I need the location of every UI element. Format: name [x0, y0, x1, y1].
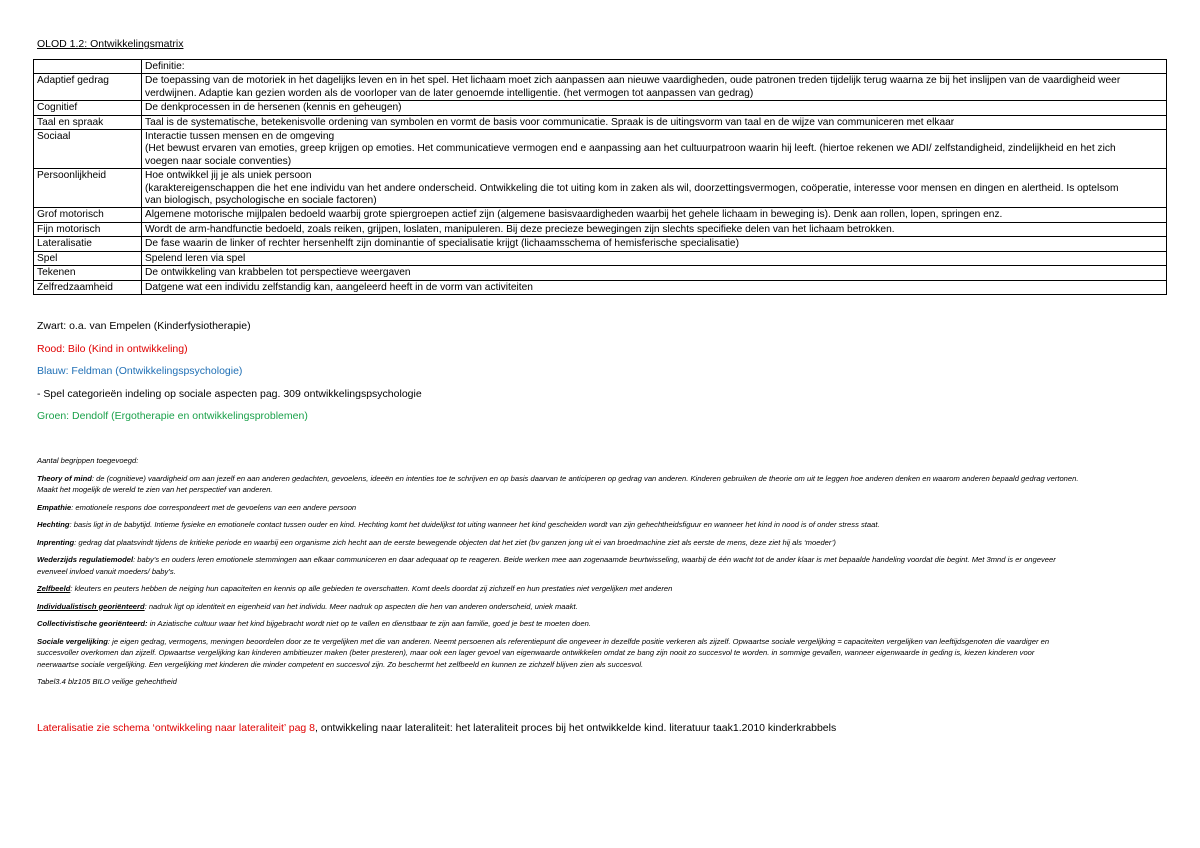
table-row — [34, 74, 1167, 101]
definition-cell — [142, 130, 1167, 169]
definition-cell — [142, 280, 1167, 294]
term-label: Wederzijds regulatiemodel — [37, 555, 134, 564]
term-text: : je eigen gedrag, vermogens, meningen beoordelen door ze te vergelijken met die van anderen. Neemt persoenen als referentiepunt die ongeveer in dezelfde positie verkeren als zijzelf. Opwaartse sociale vergelijking = capaciteiten vergelijken van leeftijdsgenoten die vaardiger en — [107, 636, 1050, 646]
table-row — [34, 251, 1167, 265]
header-definition-cell: Definitie: — [142, 60, 1167, 74]
term-cell: Cognitief — [34, 101, 142, 115]
definition-cell — [142, 237, 1167, 251]
term-cell: Lateralisatie — [34, 237, 142, 251]
legend-blue: Blauw: Feldman (Ontwikkelingspsychologie) — [37, 365, 243, 377]
term-text: : nadruk ligt op identiteit en eigenheid van het individu. Meer nadruk op aspecten die hen van anderen onderscheid, uniek maakt. — [144, 601, 578, 611]
definition-line: Spelend leren via spel — [145, 252, 246, 264]
term-text: Maakt het mogelijk de wereld te zien van het perspectief van anderen. — [37, 485, 273, 494]
definition-line: De ontwikkeling van krabbelen tot perspectieve weergaven — [145, 267, 411, 279]
definition-line: (Het bewust ervaren van emoties, greep krijgen op emoties. Het communicatieve vermogen end e aanpassing aan het cultuurpatroon waarin hij leeft. (hiertoe rekenen we ADI/ zelfstandigheid, zindelijkheid en het zich — [145, 143, 1116, 155]
term-cell: Taal en spraak — [34, 115, 142, 129]
term-label: Inprenting — [37, 537, 75, 547]
glossary-intro: Aantal begrippen toegevoegd: — [37, 456, 139, 465]
definition-line: (karaktereigenschappen die het ene individu van het andere onderscheid. Ontwikkeling die tot uiting kom in zaken als wil, doorzettingsvermogen, coöperatie, interesse voor mensen en dingen en alertheid. Is optelsom — [145, 182, 1119, 194]
term-text: : gedrag dat plaatsvindt tijdens de kritieke periode en waarbij een organisme zich hecht aan de eerste bewegende objecten dat het ziet (bv ganzen jong uit ei van broedmachine ziet als eerste de mens, deze ziet hij als ‘moeder’) — [74, 537, 836, 547]
definition-line: Datgene wat een individu zelfstandig kan, aangeleerd heeft in de vorm van activiteiten — [145, 281, 533, 293]
glossary-collectivistisch — [37, 618, 1165, 630]
term-label: Hechting — [37, 520, 70, 529]
definition-cell — [142, 251, 1167, 265]
definition-line: Hoe ontwikkel jij je als uniek persoon — [145, 170, 312, 182]
term-cell: Grof motorisch — [34, 208, 142, 222]
legend-green: Groen: Dendolf (Ergotherapie en ontwikkelingsproblemen) — [37, 410, 308, 422]
table-row — [34, 130, 1167, 169]
term-cell: Tekenen — [34, 266, 142, 280]
term-text: : kleuters en peuters hebben de neiging hun capaciteiten en kennis op alle gebieden te overschatten. Komt deels doordat zij zichzelf en hun prestaties niet vergelijken met anderen — [70, 584, 673, 593]
table-row — [34, 169, 1167, 208]
footer-line — [37, 722, 836, 734]
term-cell: Spel — [34, 251, 142, 265]
glossary-wederzijds — [37, 554, 1165, 577]
term-label: Collectivistische georiënteerd: — [37, 619, 148, 628]
definition-cell — [142, 266, 1167, 280]
footer-red-part: Lateralisatie zie schema ‘ontwikkeling naar lateraliteit’ pag 8 — [37, 722, 316, 734]
footer-black-part: , ontwikkeling naar lateraliteit: het lateraliteit proces bij het ontwikkelde kind. literatuur taak1.2010 kinderkrabbels — [315, 722, 837, 734]
matrix-body — [34, 60, 1167, 295]
development-matrix-table — [33, 59, 1167, 295]
table-row — [34, 208, 1167, 222]
legend-black: Zwart: o.a. van Empelen (Kinderfysiotherapie) — [37, 320, 251, 332]
term-text: : emotionele respons doe correspondeert met de gevoelens van een andere persoon — [71, 502, 357, 512]
term-text: : baby’s en ouders leren emotionele stemmingen aan elkaar communiceren en daar adequaat op te reageren. Beide werken mee aan zogenaamde beurtwisseling, waarbij de één wacht tot de ander klaar is met bepaalde handeling voordat die begint. Met 3mnd is er ongeveer — [133, 555, 1056, 564]
definition-line: Algemene motorische mijlpalen bedoeld waarbij grote spiergroepen actief zijn (algemene basisvaardigheden waarbij het gehele lichaam in beweging is). Denk aan rollen, lopen, springen enz. — [145, 209, 1003, 221]
definition-line: voegen naar sociale conventies) — [145, 155, 292, 167]
table-row — [34, 101, 1167, 115]
definition-line: Interactie tussen mensen en de omgeving — [145, 131, 335, 143]
term-label: Individualistisch georiënteerd — [37, 601, 145, 611]
term-cell: Persoonlijkheid — [34, 169, 142, 208]
term-label: Sociale vergelijking — [37, 636, 108, 646]
header-empty-cell — [34, 60, 142, 74]
term-label: Empathie — [37, 502, 72, 512]
definition-line: De denkprocessen in de hersenen (kennis en geheugen) — [145, 102, 402, 114]
term-cell: Sociaal — [34, 130, 142, 169]
table-row — [34, 115, 1167, 129]
definition-line: De toepassing van de motoriek in het dagelijks leven en in het spel. Het lichaam moet zich aanpassen aan nieuwe vaardigheden, oude patronen treden tijdelijk terug waarna ze bij het inslijpen van de vaardigheid weer — [145, 75, 1121, 87]
definition-line: Taal is de systematische, betekenisvolle ordening van symbolen en vormt de basis voor communicatie. Spraak is de uitingsvorm van taal en de wijze van communiceren met elkaar — [145, 116, 955, 128]
glossary-theory-of-mind — [37, 473, 1165, 496]
table-row — [34, 222, 1167, 236]
table-row — [34, 280, 1167, 294]
glossary-empathie — [37, 502, 1165, 514]
definition-cell — [142, 208, 1167, 222]
glossary-section — [37, 455, 1165, 694]
definition-cell — [142, 169, 1167, 208]
table-header-row — [34, 60, 1167, 74]
definition-line: De fase waarin de linker of rechter hersenhelft zijn dominantie of specialisatie krijgt (lichaamsschema of hemisferische specialisatie) — [145, 238, 739, 250]
term-text: neerwaartse sociale vergelijking. Een vergelijking met kinderen die minder competent en succesvol zijn. Zo beschermt het zelfbeeld en kunnen ze zichzelf blijven zien als succesvol. — [37, 659, 644, 669]
glossary-tabel-reference: Tabel3.4 blz105 BILO veilige gehechtheid — [37, 677, 177, 686]
definition-cell — [142, 101, 1167, 115]
term-label: Zelfbeeld — [37, 584, 71, 593]
document-title: OLOD 1.2: Ontwikkelingsmatrix — [37, 38, 184, 50]
glossary-inprenting — [37, 537, 1165, 549]
table-row — [34, 237, 1167, 251]
glossary-hechting — [37, 519, 1165, 531]
term-text: : de (cognitieve) vaardigheid om aan jezelf en aan anderen gedachten, gevoelens, ideeën en intenties toe te schrijven en op basis daarvan te anticiperen op gedrag van anderen. Kinderen gebruiken de theorie om uit te leggen hoe anderen denken en waarom anderen bepaald gedrag vertonen. — [91, 473, 1079, 483]
glossary-individualistisch — [37, 601, 1165, 613]
legend-note: - Spel categorieën indeling op sociale aspecten pag. 309 ontwikkelingspsychologie — [37, 388, 422, 400]
legend-red: Rood: Bilo (Kind in ontwikkeling) — [37, 343, 188, 355]
term-text: : basis ligt in de babytijd. Intieme fysieke en emotionele contact tussen ouder en kind. Hechting komt het duidelijkst tot uiting wanneer het kind gescheiden wordt van zijn gehechtheidsfiguur en wanneer het kind in nood is of onder stress staat. — [69, 520, 880, 529]
definition-cell — [142, 115, 1167, 129]
term-cell: Fijn motorisch — [34, 222, 142, 236]
glossary-zelfbeeld — [37, 583, 1165, 595]
glossary-sociale-vergelijking — [37, 636, 1165, 671]
definition-cell — [142, 222, 1167, 236]
definition-cell — [142, 74, 1167, 101]
table-row — [34, 266, 1167, 280]
definition-line: van biologisch, psychologische en sociale factoren) — [145, 195, 377, 207]
definition-line: verdwijnen. Adaptie kan gezien worden als de voorloper van de later genoemde intelligentie. (het vermogen tot aanpassen van gedrag) — [145, 87, 754, 99]
definition-line: Wordt de arm-handfunctie bedoeld, zoals reiken, grijpen, loslaten, manipuleren. Bij deze precieze bewegingen zijn slechts specifieke delen van het lichaam betrokken. — [145, 223, 895, 235]
term-cell: Zelfredzaamheid — [34, 280, 142, 294]
term-text: in Aziatische cultuur waar het kind bijgebracht wordt niet op te vallen en dienstbaar te zijn aan familie, goed je best te moeten doen. — [147, 619, 591, 628]
term-text: evenveel invloed vanuit moeders/ baby’s. — [37, 566, 176, 576]
term-cell: Adaptief gedrag — [34, 74, 142, 101]
term-label: Theory of mind — [37, 473, 92, 483]
term-text: succesvoller overkomen dan zijzelf. Opwaartse vergelijking kan kinderen ambitieuzer maken (beter presteren), maar ook een lager gevoel van eigenwaarde ontwikkelen omdat ze bang zijn nooit zo succesvol te worden. in sommige gevallen, wanneer eigenwaarde in geding is, kiezen kinderen voor — [37, 648, 1035, 657]
